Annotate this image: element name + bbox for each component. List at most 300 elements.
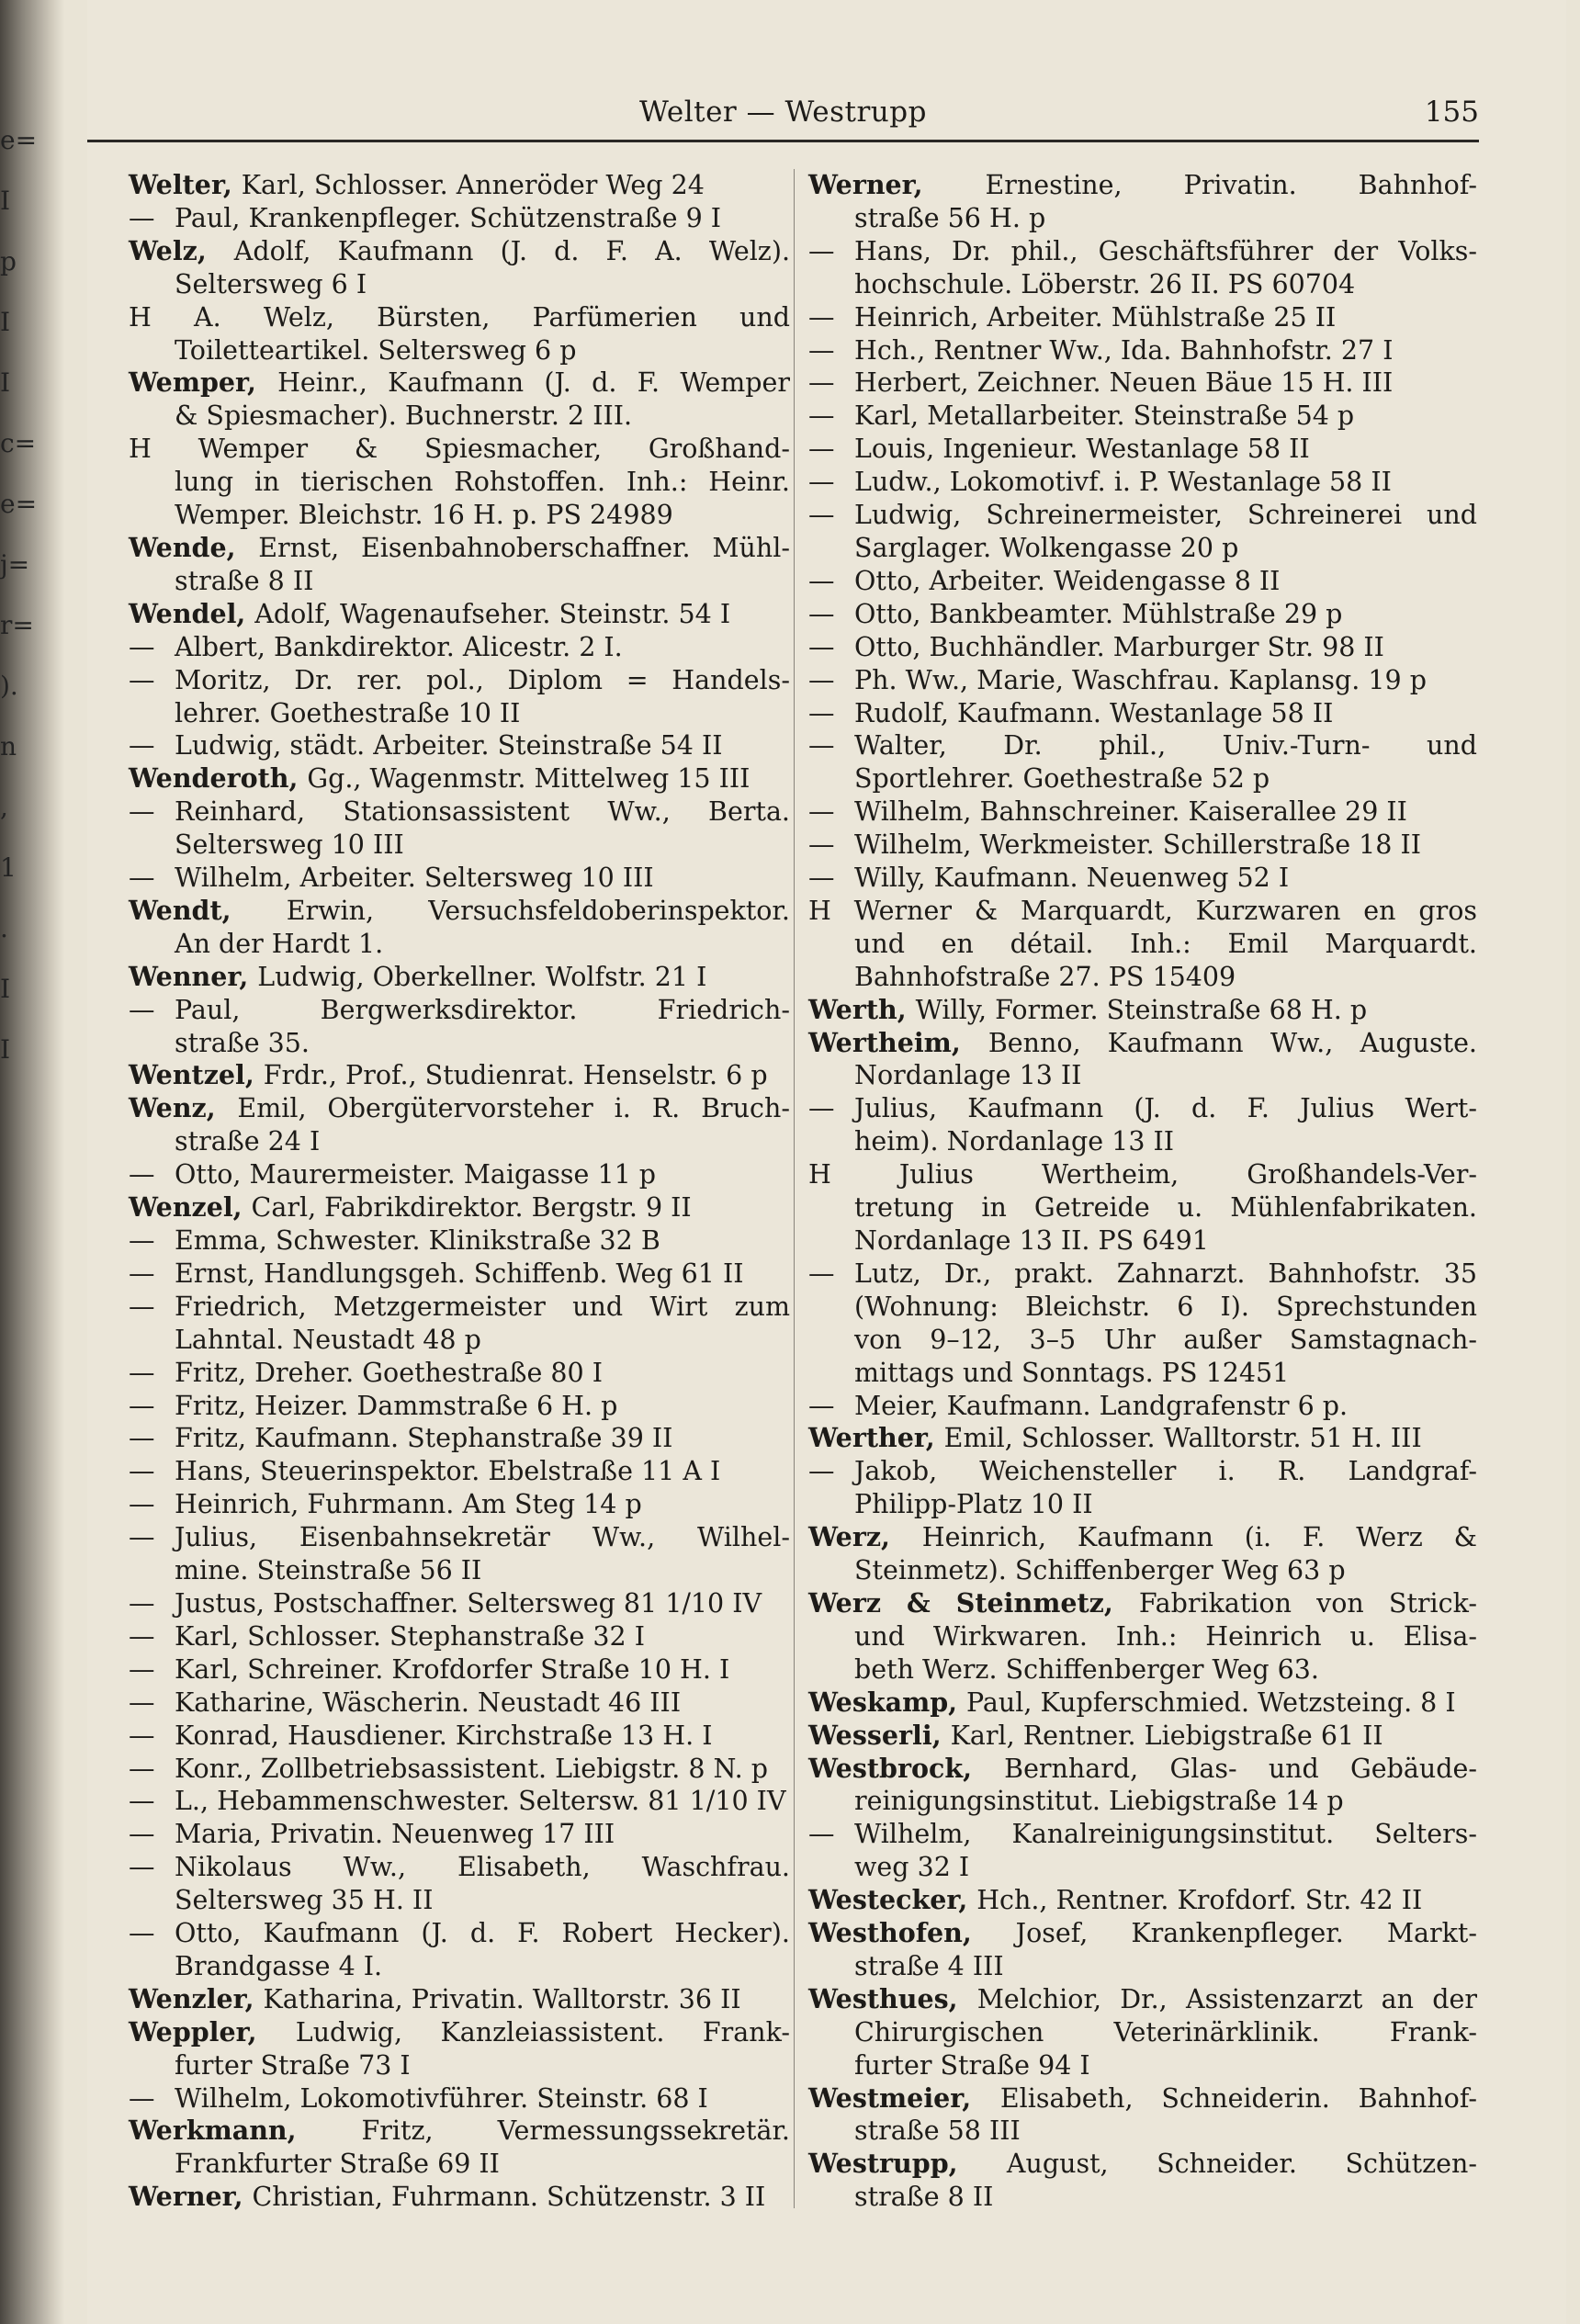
directory-entry <box>808 1521 1477 1554</box>
entry-text: Nikolaus Ww., Elisabeth, Waschfrau. <box>175 1852 790 1883</box>
entry-continuation-line: straße 35. <box>175 1027 310 1058</box>
column-divider <box>794 169 795 2208</box>
directory-entry <box>808 1753 1477 1786</box>
entry-continuation-line: & Spiesmacher). Buchnerstr. 2 III. <box>175 400 633 432</box>
entry-continuation-line: Seltersweg 10 III <box>175 829 404 861</box>
entry-text: Ludwig, Schreinermeister, Schreinerei und <box>854 500 1477 531</box>
ditto-dash: — <box>808 1819 835 1850</box>
entry-text: Melchior, Dr., Assistenzarzt an der <box>976 1983 1477 2014</box>
directory-entry <box>808 400 1477 433</box>
directory-entry <box>129 1357 790 1390</box>
facing-page-fragment: I <box>0 307 11 337</box>
directory-entry <box>129 1191 790 1224</box>
entry-text: Ernestine, Privatin. Bahnhof- <box>985 170 1477 200</box>
surname: Werner, <box>808 169 986 200</box>
entry-text: Heinr., Kaufmann (J. d. F. Wemper <box>277 367 790 399</box>
directory-entry <box>808 1720 1477 1753</box>
ditto-dash: — <box>129 1687 155 1718</box>
entry-continuation-line: reinigungsinstitut. Liebigstraße 14 p <box>854 1786 1344 1817</box>
ditto-dash: — <box>808 796 835 828</box>
surname: Westmeier, <box>808 2081 1000 2114</box>
entry-text: Maria, Privatin. Neuenweg 17 III <box>175 1819 615 1850</box>
ditto-dash: — <box>808 1390 835 1421</box>
ditto-dash: — <box>808 1456 835 1487</box>
entry-continuation-line: straße 8 II <box>854 2182 994 2213</box>
ditto-dash: — <box>808 730 835 762</box>
surname: Wenzel, <box>129 1191 252 1224</box>
entry-text: Emil, Schlosser. Walltorstr. 51 H. III <box>943 1423 1422 1454</box>
directory-entry <box>808 367 1477 400</box>
entry-text: Karl, Schlosser. Anneröder Weg 24 <box>241 170 705 200</box>
directory-entry <box>808 1258 1477 1291</box>
entry-text: Wilhelm, Arbeiter. Seltersweg 10 III <box>175 863 654 894</box>
entry-text: Ludw., Lokomotivf. i. P. Westanlage 58 II <box>854 467 1392 498</box>
entry-continuation-line: furter Straße 73 I <box>175 2049 411 2081</box>
directory-entry <box>808 729 1477 762</box>
facing-page-fragment: e= <box>0 489 38 519</box>
entry-text: Hans, Dr. phil., Geschäftsführer der Volks- <box>854 235 1477 266</box>
entry-text: Meier, Kaufmann. Landgrafenstr 6 p. <box>854 1390 1349 1421</box>
ditto-dash: — <box>808 367 835 399</box>
facing-page-fragment: . <box>0 913 8 943</box>
entry-text: Wilhelm, Lokomotivführer. Steinstr. 68 I <box>175 2082 708 2114</box>
directory-entry <box>129 664 790 697</box>
directory-entry <box>129 2082 790 2115</box>
directory-entry <box>129 1785 790 1818</box>
entry-continuation-line: Bahnhofstraße 27. PS 15409 <box>854 961 1236 992</box>
surname: Wenderoth, <box>129 762 308 795</box>
directory-entry <box>129 1653 790 1687</box>
page-header <box>87 96 1479 142</box>
facing-page-fragment: 1 <box>0 852 17 883</box>
entry-text: Christian, Fuhrmann. Schützenstr. 3 II <box>252 2182 766 2213</box>
entry-text: Ludwig, Kanzleiassistent. Frank- <box>295 2016 790 2048</box>
directory-entry <box>129 862 790 895</box>
ditto-dash: — <box>808 400 835 432</box>
directory-entry <box>129 1851 790 1884</box>
directory-entry <box>808 433 1477 466</box>
ditto-dash: — <box>129 1423 155 1454</box>
entry-continuation-line: Toiletteartikel. Seltersweg 6 p <box>175 334 577 366</box>
entry-continuation-line: und en détail. Inh.: Emil Marquardt. <box>854 928 1477 959</box>
ditto-dash: — <box>129 1258 155 1289</box>
entry-continuation-line: Seltersweg 6 I <box>175 268 367 299</box>
surname: Wesserli, <box>808 1719 951 1751</box>
ditto-dash: — <box>808 235 835 266</box>
directory-entry <box>808 1027 1477 1060</box>
entry-text: Josef, Krankenpfleger. Markt- <box>1015 1918 1477 1949</box>
surname: Werz & Steinmetz, <box>808 1586 1139 1619</box>
surname: Westhues, <box>808 1982 977 2014</box>
surname: Wenz, <box>129 1092 238 1124</box>
entry-text: Heinrich, Arbeiter. Mühlstraße 25 II <box>854 301 1337 333</box>
entry-text: L., Hebammenschwester. Seltersw. 81 1/10 IV <box>175 1786 786 1817</box>
directory-entry <box>129 631 790 664</box>
entry-text: Emma, Schwester. Klinikstraße 32 B <box>175 1225 660 1256</box>
facing-page-fragment: I <box>0 367 11 398</box>
directory-entry <box>808 795 1477 829</box>
directory-entry <box>808 1422 1477 1455</box>
directory-entry <box>808 1687 1477 1720</box>
entry-text: Reinhard, Stationsassistent Ww., Berta. <box>175 796 790 828</box>
surname: Weppler, <box>129 2015 296 2048</box>
entry-continuation-line: hochschule. Löberstr. 26 II. PS 60704 <box>854 268 1356 299</box>
directory-entry <box>808 1158 1477 1191</box>
entry-continuation-line: Brandgasse 4 I. <box>175 1950 383 1981</box>
directory-entry <box>129 895 790 928</box>
entry-text: Benno, Kaufmann Ww., Auguste. <box>988 1027 1477 1058</box>
directory-entry <box>129 795 790 829</box>
facing-page-fragment: c= <box>0 428 37 458</box>
entry-text: H Wemper & Spiesmacher, Großhand- <box>129 434 790 465</box>
entry-text: Julius, Kaufmann (J. d. F. Julius Wert- <box>854 1093 1477 1124</box>
entry-continuation-line: heim). Nordanlage 13 II <box>854 1126 1175 1157</box>
directory-entry <box>129 2016 790 2049</box>
facing-page-fragment: p <box>0 246 17 276</box>
ditto-dash: — <box>808 664 835 695</box>
surname: Westhofen, <box>808 1917 1016 1949</box>
directory-entry <box>129 169 790 202</box>
ditto-dash: — <box>808 500 835 531</box>
directory-entry <box>808 697 1477 730</box>
entry-continuation-line: tretung in Getreide u. Mühlenfabrikaten. <box>854 1192 1477 1224</box>
facing-page-fragment: n <box>0 731 17 762</box>
ditto-dash: — <box>129 1918 155 1949</box>
entry-text: Fritz, Vermessungssekretär. <box>361 2115 790 2147</box>
entry-continuation-line: (Wohnung: Bleichstr. 6 I). Sprechstunden <box>854 1291 1477 1322</box>
entry-continuation-line: Steinmetz). Schiffenberger Weg 63 p <box>854 1555 1346 1586</box>
directory-entry <box>129 729 790 762</box>
ditto-dash: — <box>129 1819 155 1850</box>
entry-text: Paul, Krankenpfleger. Schützenstraße 9 I <box>175 202 722 233</box>
directory-entry <box>808 466 1477 499</box>
entry-continuation-line: Sportlehrer. Goethestraße 52 p <box>854 763 1270 795</box>
entry-text: Ph. Ww., Marie, Waschfrau. Kaplansg. 19 p <box>854 664 1427 695</box>
entry-text: Willy, Former. Steinstraße 68 H. p <box>915 994 1368 1025</box>
directory-entry <box>808 895 1477 928</box>
ditto-dash: — <box>808 697 835 728</box>
directory-entry <box>129 433 790 466</box>
entry-continuation-line: beth Werz. Schiffenberger Weg 63. <box>854 1653 1319 1685</box>
entry-text: Paul, Bergwerksdirektor. Friedrich- <box>175 994 790 1025</box>
directory-entry <box>129 1720 790 1753</box>
directory-entry <box>808 1983 1477 2016</box>
directory-entry <box>129 301 790 334</box>
directory-entry <box>808 1917 1477 1950</box>
facing-page-fragment: , <box>0 792 8 822</box>
entry-text: Jakob, Weichensteller i. R. Landgraf- <box>854 1456 1477 1487</box>
entry-text: Adolf, Wagenaufseher. Steinstr. 54 I <box>254 598 731 629</box>
ditto-dash: — <box>808 863 835 894</box>
directory-entry <box>129 1291 790 1324</box>
ditto-dash: — <box>129 730 155 762</box>
ditto-dash: — <box>129 994 155 1025</box>
directory-entry <box>129 235 790 268</box>
ditto-dash: — <box>129 1587 155 1619</box>
entry-text: Carl, Fabrikdirektor. Bergstr. 9 II <box>251 1192 692 1224</box>
ditto-dash: — <box>129 1225 155 1256</box>
entry-continuation-line: straße 24 I <box>175 1126 321 1157</box>
directory-entry <box>808 565 1477 598</box>
entry-continuation-line: straße 4 III <box>854 1950 1004 1981</box>
entry-text: Walter, Dr. phil., Univ.-Turn- und <box>854 730 1477 762</box>
surname: Weskamp, <box>808 1686 967 1718</box>
directory-entry <box>129 961 790 994</box>
ditto-dash: — <box>129 1456 155 1487</box>
directory-entry <box>808 1092 1477 1125</box>
entry-text: Konr., Zollbetriebsassistent. Liebigstr. 8 N. p <box>175 1753 769 1784</box>
entry-text: Paul, Kupferschmied. Wetzsteing. 8 I <box>966 1687 1456 1718</box>
entry-text: Katharina, Privatin. Walltorstr. 36 II <box>263 1983 741 2014</box>
entry-text: H A. Welz, Bürsten, Parfümerien und <box>129 301 790 333</box>
surname: Westecker, <box>808 1884 977 1916</box>
ditto-dash: — <box>129 1390 155 1421</box>
entry-continuation-line: straße 58 III <box>854 2115 1021 2147</box>
directory-entry <box>129 202 790 235</box>
surname: Wende, <box>129 531 259 563</box>
ditto-dash: — <box>808 565 835 596</box>
ditto-dash: — <box>808 631 835 662</box>
directory-entry <box>808 994 1477 1027</box>
facing-page-fragment: I <box>0 1034 11 1065</box>
ditto-dash: — <box>808 1258 835 1289</box>
directory-entry <box>129 762 790 795</box>
ditto-dash: — <box>129 1357 155 1388</box>
directory-entry <box>808 1818 1477 1851</box>
ditto-dash: — <box>129 2082 155 2114</box>
entry-text: Moritz, Dr. rer. pol., Diplom = Handels- <box>175 664 790 695</box>
directory-entry <box>808 664 1477 697</box>
ditto-dash: — <box>129 1291 155 1322</box>
entry-text: Karl, Rentner. Liebigstraße 61 II <box>950 1720 1383 1751</box>
directory-entry <box>808 631 1477 664</box>
entry-text: Otto, Buchhändler. Marburger Str. 98 II <box>854 631 1384 662</box>
ditto-dash: — <box>129 1653 155 1685</box>
entry-continuation-line: Sarglager. Wolkengasse 20 p <box>854 532 1239 563</box>
ditto-dash: — <box>808 301 835 333</box>
directory-entry <box>808 2082 1477 2115</box>
directory-entry <box>129 598 790 631</box>
entry-text: Gg., Wagenmstr. Mittelweg 15 III <box>307 763 750 795</box>
entry-text: Konrad, Hausdiener. Kirchstraße 13 H. I <box>175 1720 713 1751</box>
directory-entry <box>129 1258 790 1291</box>
facing-page-fragment: I <box>0 186 11 216</box>
directory-entry <box>129 1158 790 1191</box>
surname: Wendel, <box>129 597 255 629</box>
entry-text: Emil, Obergütervorsteher i. R. Bruch- <box>237 1093 790 1124</box>
entry-continuation-line: Chirurgischen Veterinärklinik. Frank- <box>854 2016 1477 2048</box>
directory-entry <box>808 235 1477 268</box>
entry-continuation-line: Philipp-Platz 10 II <box>854 1489 1093 1520</box>
entry-continuation-line: und Wirkwaren. Inh.: Heinrich u. Elisa- <box>854 1620 1477 1652</box>
facing-page-fragment: r= <box>0 610 34 640</box>
entry-text: Fabrikation von Strick- <box>1138 1587 1478 1619</box>
directory-entry <box>129 1455 790 1488</box>
ditto-dash: — <box>808 334 835 366</box>
directory-entry <box>129 1983 790 2016</box>
entry-text: Heinrich, Fuhrmann. Am Steg 14 p <box>175 1489 642 1520</box>
directory-entry <box>808 598 1477 631</box>
entry-continuation-line: lung in tierischen Rohstoffen. Inh.: Heinr. <box>175 467 790 498</box>
entry-text: Fritz, Kaufmann. Stephanstraße 39 II <box>175 1423 673 1454</box>
directory-entry <box>808 499 1477 532</box>
entry-continuation-line: straße 56 H. p <box>854 202 1046 233</box>
surname: Werther, <box>808 1422 944 1454</box>
directory-entry <box>129 2181 790 2214</box>
entry-text: Louis, Ingenieur. Westanlage 58 II <box>854 434 1310 465</box>
entry-text: Ernst, Handlungsgeh. Schiffenb. Weg 61 II <box>175 1258 744 1289</box>
entry-text: Ludwig, Oberkellner. Wolfstr. 21 I <box>257 961 707 992</box>
directory-entry <box>129 2115 790 2148</box>
entry-continuation-line: mittags und Sonntags. PS 12451 <box>854 1357 1290 1388</box>
directory-entry <box>129 1818 790 1851</box>
ditto-dash: — <box>808 434 835 465</box>
surname: Werth, <box>808 993 916 1025</box>
entry-text: Adolf, Kaufmann (J. d. F. A. Welz). <box>233 235 790 266</box>
ditto-dash: — <box>129 796 155 828</box>
entry-text: August, Schneider. Schützen- <box>1006 2149 1477 2180</box>
ditto-dash: — <box>129 1522 155 1553</box>
entry-text: H Julius Wertheim, Großhandels-Ver- <box>808 1159 1477 1190</box>
entry-text: Katharine, Wäscherin. Neustadt 46 III <box>175 1687 682 1718</box>
directory-entry <box>129 1488 790 1521</box>
entry-text: Heinrich, Kaufmann (i. F. Werz & <box>921 1522 1478 1553</box>
entry-text: Fritz, Dreher. Goethestraße 80 I <box>175 1357 603 1388</box>
ditto-dash: — <box>129 664 155 695</box>
entry-text: Erwin, Versuchsfeldoberinspektor. <box>286 895 790 926</box>
facing-page-fragments <box>0 110 38 2131</box>
directory-entry <box>808 1587 1477 1620</box>
right-column <box>808 169 1477 2214</box>
ditto-dash: — <box>808 598 835 629</box>
entry-text: Albert, Bankdirektor. Alicestr. 2 I. <box>175 631 623 662</box>
entry-text: Herbert, Zeichner. Neuen Bäue 15 H. III <box>854 367 1394 399</box>
entry-text: Otto, Arbeiter. Weidengasse 8 II <box>854 565 1281 596</box>
directory-entry <box>129 994 790 1027</box>
directory-entry <box>129 1224 790 1258</box>
entry-text: Karl, Schlosser. Stephanstraße 32 I <box>175 1620 646 1652</box>
ditto-dash: — <box>129 1159 155 1190</box>
entry-continuation-line: Nordanlage 13 II <box>854 1060 1082 1091</box>
facing-page-fragment: I <box>0 974 11 1004</box>
entry-continuation-line: lehrer. Goethestraße 10 II <box>175 697 521 728</box>
entry-text: Hans, Steuerinspektor. Ebelstraße 11 A I <box>175 1456 721 1487</box>
entry-continuation-line: straße 8 II <box>175 565 314 596</box>
entry-text: Otto, Bankbeamter. Mühlstraße 29 p <box>854 598 1343 629</box>
directory-entry <box>129 1687 790 1720</box>
surname: Wenzler, <box>129 1982 264 2014</box>
surname: Welter, <box>129 169 242 200</box>
surname: Welz, <box>129 234 234 266</box>
entry-continuation-line: Seltersweg 35 H. II <box>175 1885 434 1916</box>
ditto-dash: — <box>129 863 155 894</box>
page-number: 155 <box>1424 96 1479 129</box>
surname: Wemper, <box>129 367 278 399</box>
surname: Westbrock, <box>808 1752 1005 1784</box>
ditto-dash: — <box>129 1852 155 1883</box>
entry-continuation-line: mine. Steinstraße 56 II <box>175 1555 482 1586</box>
facing-page-fragment: j= <box>0 549 30 580</box>
entry-text: Willy, Kaufmann. Neuenweg 52 I <box>854 863 1290 894</box>
entry-text: Karl, Schreiner. Krofdorfer Straße 10 H. I <box>175 1653 730 1685</box>
surname: Werkmann, <box>129 2115 362 2147</box>
entry-text: Lutz, Dr., prakt. Zahnarzt. Bahnhofstr. 35 <box>854 1258 1477 1289</box>
entry-continuation-line: furter Straße 94 I <box>854 2049 1090 2081</box>
directory-entry <box>129 1390 790 1423</box>
directory-entry <box>129 1422 790 1455</box>
entry-text: Wilhelm, Bahnschreiner. Kaiserallee 29 II <box>854 796 1407 828</box>
ditto-dash: — <box>129 202 155 233</box>
directory-entry <box>129 1917 790 1950</box>
entry-continuation-line: weg 32 I <box>854 1852 970 1883</box>
ditto-dash: — <box>129 1720 155 1751</box>
entry-text: Hch., Rentner Ww., Ida. Bahnhofstr. 27 I <box>854 334 1394 366</box>
directory-entry <box>808 301 1477 334</box>
facing-page-fragment: e= <box>0 125 38 155</box>
entry-continuation-line: Wemper. Bleichstr. 16 H. p. PS 24989 <box>175 500 673 531</box>
ditto-dash: — <box>808 829 835 861</box>
directory-entry <box>808 1455 1477 1488</box>
directory-entry <box>129 532 790 565</box>
entry-text: Rudolf, Kaufmann. Westanlage 58 II <box>854 697 1334 728</box>
directory-entry <box>129 1092 790 1125</box>
directory-entry <box>808 829 1477 862</box>
surname: Wertheim, <box>808 1026 988 1058</box>
ditto-dash: — <box>129 1620 155 1652</box>
surname: Wenner, <box>129 960 258 992</box>
entry-continuation-line: Frankfurter Straße 69 II <box>175 2149 500 2180</box>
ditto-dash: — <box>129 1753 155 1784</box>
entry-text: Friedrich, Metzgermeister und Wirt zum <box>175 1291 790 1322</box>
ditto-dash: — <box>808 467 835 498</box>
ditto-dash: — <box>129 1489 155 1520</box>
entry-text: Hch., Rentner. Krofdorf. Str. 42 II <box>976 1885 1423 1916</box>
entry-text: Elisabeth, Schneiderin. Bahnhof- <box>999 2082 1477 2114</box>
entry-text: Bernhard, Glas- und Gebäude- <box>1004 1753 1477 1784</box>
surname: Westrupp, <box>808 2148 1007 2180</box>
directory-entry <box>129 1587 790 1620</box>
directory-entry <box>808 2148 1477 2181</box>
directory-entry <box>129 1620 790 1653</box>
entry-text: Ernst, Eisenbahnoberschaffner. Mühl- <box>258 532 790 563</box>
ditto-dash: — <box>129 1786 155 1817</box>
entry-text: Frdr., Prof., Studienrat. Henselstr. 6 p <box>263 1060 768 1091</box>
facing-page-fragment: ). <box>0 671 18 701</box>
directory-entry <box>808 1390 1477 1423</box>
entry-text: Julius, Eisenbahnsekretär Ww., Wilhel- <box>175 1522 790 1553</box>
running-head: Welter — Westrupp <box>639 96 927 129</box>
ditto-dash: — <box>808 1093 835 1124</box>
surname: Werz, <box>808 1521 922 1553</box>
left-column <box>129 169 790 2214</box>
entry-text: Otto, Kaufmann (J. d. F. Robert Hecker). <box>175 1918 790 1949</box>
directory-entry <box>808 862 1477 895</box>
entry-text: Ludwig, städt. Arbeiter. Steinstraße 54 II <box>175 730 723 762</box>
entry-text: Justus, Postschaffner. Seltersweg 81 1/10 IV <box>175 1587 762 1619</box>
directory-entry <box>129 1059 790 1092</box>
surname: Wendt, <box>129 894 287 926</box>
directory-entry <box>129 367 790 400</box>
ditto-dash: — <box>129 631 155 662</box>
directory-entry <box>129 1753 790 1786</box>
entry-continuation-line: Lahntal. Neustadt 48 p <box>175 1324 481 1355</box>
entry-text: Fritz, Heizer. Dammstraße 6 H. p <box>175 1390 618 1421</box>
entry-text: H Werner & Marquardt, Kurzwaren en gros <box>808 895 1477 926</box>
entry-text: Wilhelm, Werkmeister. Schillerstraße 18 II <box>854 829 1421 861</box>
surname: Werner, <box>129 2181 253 2213</box>
entry-text: Otto, Maurermeister. Maigasse 11 p <box>175 1159 657 1190</box>
directory-entry <box>808 334 1477 367</box>
